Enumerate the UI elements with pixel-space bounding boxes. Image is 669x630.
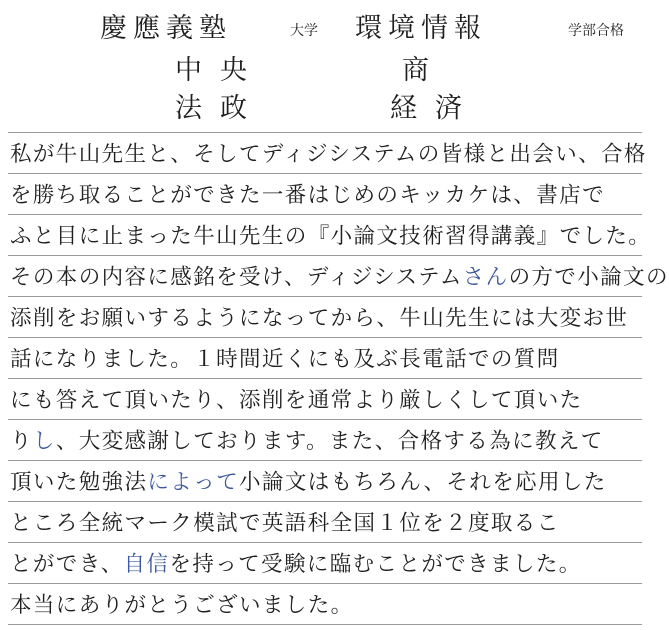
faculty-commerce: 商 xyxy=(402,55,435,86)
essay-line: 話になりました。１時間近くにも及ぶ長電話での質問 xyxy=(10,347,560,372)
essay-segment: を持って受験に臨むことができました。 xyxy=(169,552,582,577)
rule-line xyxy=(8,583,642,584)
essay-line: ところ全統マーク模試で英語科全国１位を２度取るこ xyxy=(10,511,560,536)
rule-line xyxy=(8,378,642,379)
rule-line xyxy=(8,173,642,174)
university-hosei: 法政 xyxy=(175,93,265,124)
essay-segment: 、大変感謝しております。また、合格する為に教えて xyxy=(55,429,604,454)
essay-segment: 頂いた勉強法 xyxy=(10,470,148,495)
essay-segment: その本の内容に感銘を受け、ディジシステム xyxy=(10,265,463,290)
rule-line xyxy=(8,214,642,215)
essay-segment: とができ、 xyxy=(10,552,124,577)
university-chuo: 中央 xyxy=(175,55,265,86)
essay-segment: り xyxy=(10,429,33,454)
rule-line xyxy=(8,255,642,256)
header xyxy=(0,0,650,125)
essay-line xyxy=(10,428,640,456)
essay-line: 私が牛山先生と、そしてディジシステムの皆様と出会い、合格 xyxy=(10,142,647,167)
essay-line: 添削をお願いするようになってから、牛山先生には大変お世 xyxy=(10,306,629,331)
essay-blue-segment: によって xyxy=(147,470,240,495)
university-keio: 慶應義塾 xyxy=(100,13,232,44)
essay-line: ふと目に止まった牛山先生の『小論文技術習得講義』でした。 xyxy=(10,224,652,249)
faculty-environment-info: 環境情報 xyxy=(355,13,487,44)
faculty-economics: 経済 xyxy=(390,93,480,124)
rule-line xyxy=(8,460,642,461)
essay-line xyxy=(10,264,669,292)
daigaku-label: 大学 xyxy=(290,23,318,39)
rule-line xyxy=(8,624,642,625)
essay-line xyxy=(10,551,640,579)
gakubu-goukaku-label: 学部合格 xyxy=(568,23,624,39)
rule-line xyxy=(8,542,642,543)
rule-line xyxy=(8,419,642,420)
essay-line: にも答えて頂いたり、添削を通常より厳しくして頂いた xyxy=(10,388,583,413)
essay-segment: の方で小論文の xyxy=(508,265,669,290)
essay-segment: 小論文はもちろん、それを応用した xyxy=(239,470,607,495)
rule-line xyxy=(8,501,642,502)
essay-blue-segment: 自信 xyxy=(123,552,170,577)
essay-blue-segment: し xyxy=(32,429,56,454)
rule-line xyxy=(8,132,642,133)
essay-paper xyxy=(8,132,669,627)
essay-line xyxy=(10,469,640,497)
essay-line: 本当にありがとうございました。 xyxy=(10,593,354,618)
essay-line: を勝ち取ることができた一番はじめのキッカケは、書店で xyxy=(10,183,605,208)
essay-blue-segment: さん xyxy=(462,265,509,290)
rule-line xyxy=(8,296,642,297)
rule-line xyxy=(8,337,642,338)
